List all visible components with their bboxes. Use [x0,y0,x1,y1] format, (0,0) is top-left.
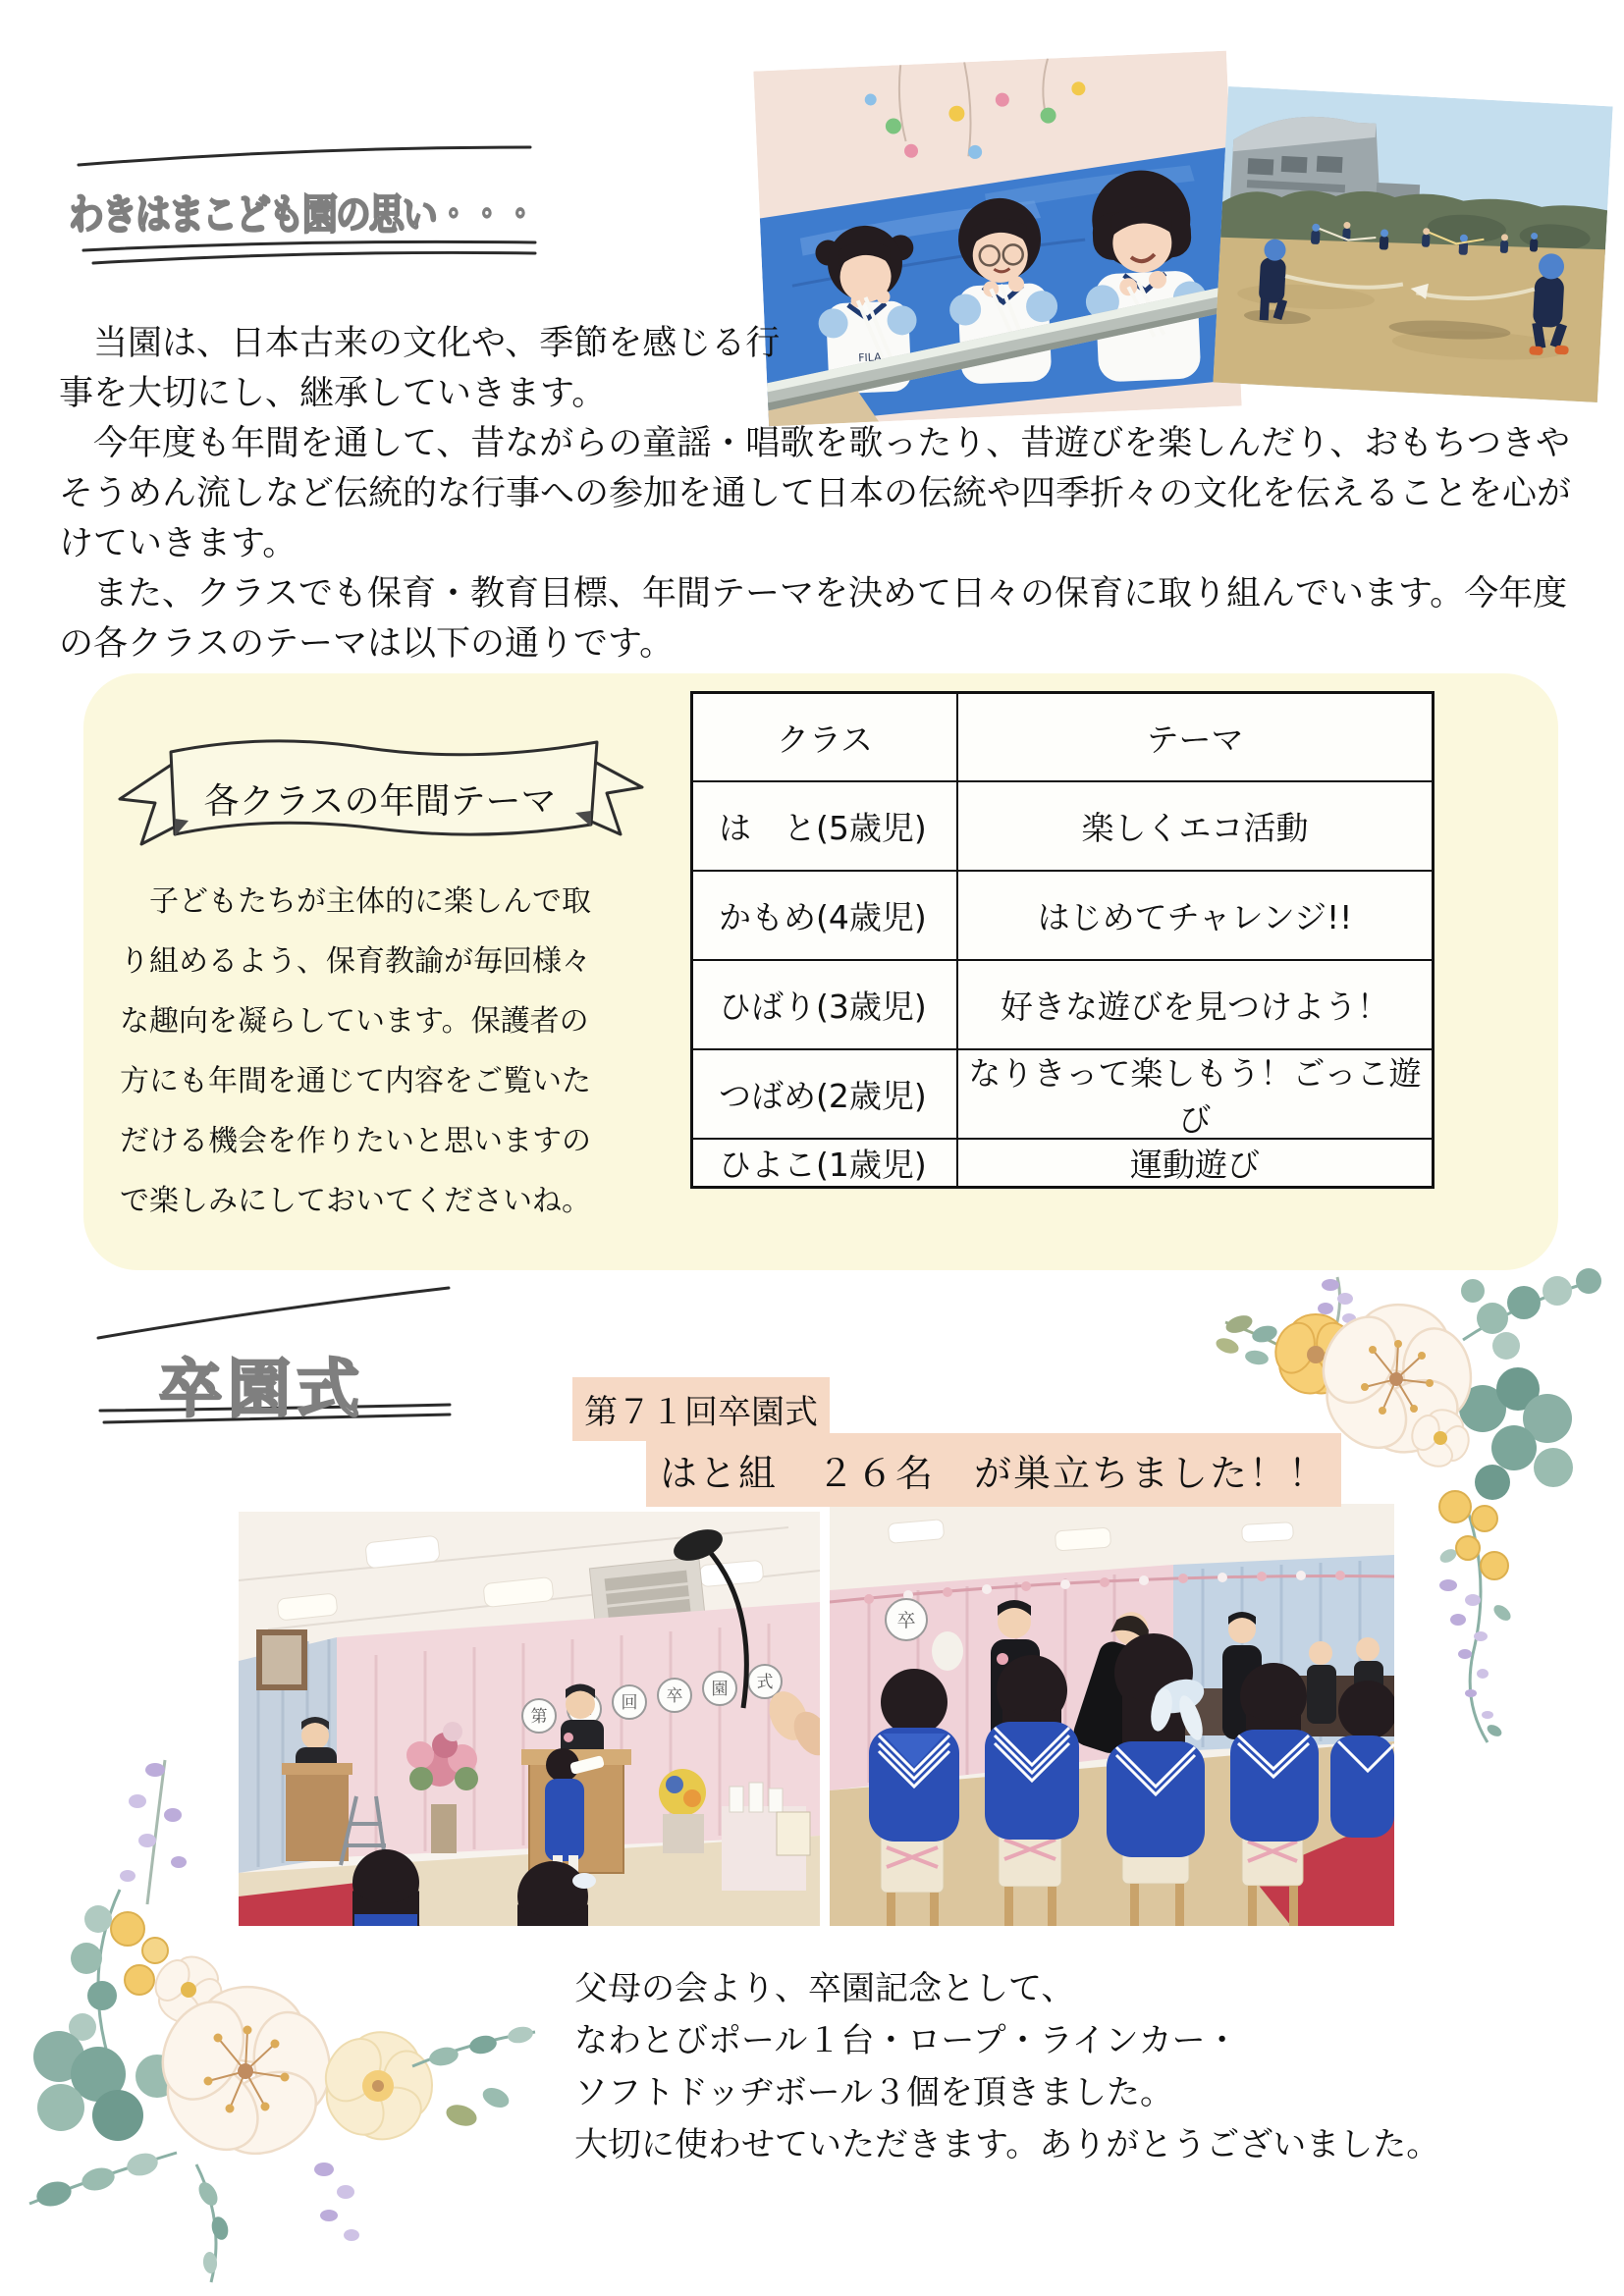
table-row-class: かもめ(4歳児) [693,872,958,961]
graduation-subheadline: はと組 ２６名 が巣立ちました！！ [646,1433,1341,1507]
photo-graduation-ceremony-stage [239,1512,820,1926]
table-row-class: ひよこ(1歳児) [693,1140,958,1186]
thanks-line: 父母の会より、卒園記念として、 [574,1969,1075,2008]
svg-text:園: 園 [711,1680,729,1699]
table-row-theme: 楽しくエコ活動 [958,782,1432,872]
thanks-line: なわとびポール１台・ロープ・ラインカー・ [574,2021,1239,2060]
ceremony-sign: 卒 [896,1610,916,1631]
thanks-line: 大切に使わせていただきます。ありがとうございました。 [574,2125,1440,2164]
graduation-headline: 第７１回卒園式 [572,1377,830,1441]
table-row-theme: 好きな遊びを見つけよう！ [958,961,1432,1050]
shirt-logo-text: FILA [857,350,882,365]
table-header-class: クラス [693,694,958,782]
graduation-title: 卒園式 [159,1354,365,1426]
intro-paragraph-3: また、クラスでも保育・教育目標、年間テーマを決めて日々の保育に取り組んでいます。今年度の各クラスのテーマは以下の通りです。 [59,574,1568,664]
table-row-class: つばめ(2歳児) [693,1050,958,1140]
table-header-theme: テーマ [958,694,1432,782]
intro-paragraph-2: 今年度も年間を通して、昔ながらの童謡・唱歌を歌ったり、昔遊びを楽しんだり、おもちつきやそうめん流しなど伝統的な行事への参加を通して日本の伝統や四季折々の文化を伝えることを心がけていきます。 [59,424,1572,563]
theme-banner-title: 各クラスの年間テーマ [203,781,557,822]
table-row-theme: 運動遊び [1130,1146,1260,1184]
thanks-line: ソフトドッヂボール３個を頂きました。 [574,2073,1173,2112]
class-theme-table [690,691,1435,1189]
table-row-theme: なりきって楽しもう！ごっこ遊び [958,1050,1432,1140]
theme-description: 子どもたちが主体的に楽しんで取り組めるよう、保育教諭が毎回様々な趣向を凝らしています。保護者の方にも年間を通じて内容をご覧いただける機会を作りたいと思いますので楽しみにしておいてくださいね。 [120,884,591,1218]
thanks-paragraph [574,1963,1439,2171]
svg-text:卒: 卒 [666,1686,683,1706]
photo-wrap-spacer [782,319,1579,417]
page-title: わきはまこども園の思い・・・ [69,190,537,239]
table-row-class: は と(5歳児) [693,782,958,872]
table-row-theme: はじめてチャレンジ!! [958,872,1432,961]
svg-text:第: 第 [530,1707,548,1727]
intro-paragraphs [59,319,1579,669]
svg-text:式: 式 [756,1673,774,1692]
photo-graduation-ceremony-audience [830,1504,1394,1926]
table-row-class: ひばり(3歳児) [693,961,958,1050]
intro-paragraph-1: 当園は、日本古来の文化や、季節を感じる行事を大切にし、継承していきます。 [59,324,781,413]
svg-text:回: 回 [621,1693,638,1713]
